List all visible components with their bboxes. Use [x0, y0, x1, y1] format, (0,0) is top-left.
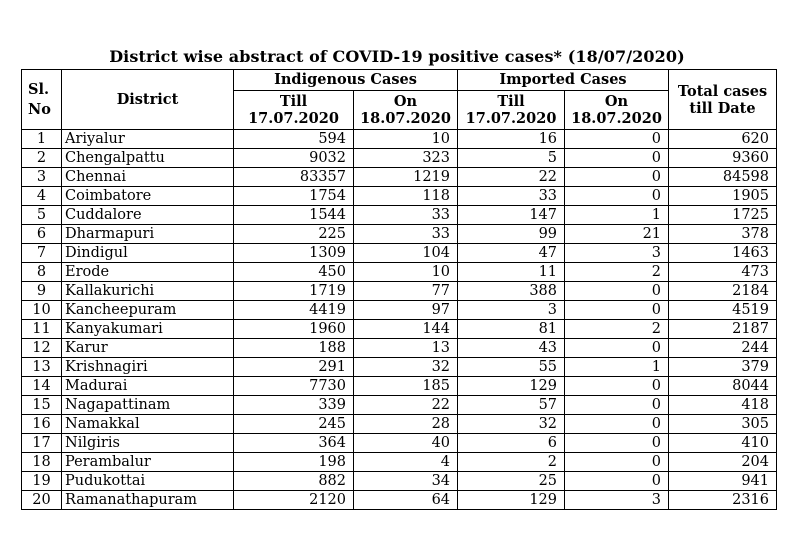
table-row — [22, 415, 777, 434]
page-title: District wise abstract of COVID-19 positive cases* (18/07/2020) — [109, 47, 685, 66]
cell-indigenous-till: 2120 — [234, 491, 354, 510]
cell-district: Krishnagiri — [62, 358, 234, 377]
cell-district: Chennai — [62, 168, 234, 187]
cell-total: 941 — [669, 472, 777, 491]
cell-imported-on: 0 — [565, 415, 669, 434]
cell-district: Ramanathapuram — [62, 491, 234, 510]
cell-total: 204 — [669, 453, 777, 472]
table-row — [22, 339, 777, 358]
cell-indigenous-till: 1309 — [234, 244, 354, 263]
cell-indigenous-on: 34 — [354, 472, 458, 491]
cell-indigenous-till: 1960 — [234, 320, 354, 339]
cell-indigenous-till: 198 — [234, 453, 354, 472]
cell-imported-on: 0 — [565, 377, 669, 396]
cell-district: Pudukottai — [62, 472, 234, 491]
cell-indigenous-till: 364 — [234, 434, 354, 453]
cell-indigenous-on: 33 — [354, 225, 458, 244]
cell-imported-on: 0 — [565, 396, 669, 415]
cell-imported-on: 0 — [565, 453, 669, 472]
cell-indigenous-on: 97 — [354, 301, 458, 320]
header-imported-till: Till 17.07.2020 — [458, 91, 565, 130]
cell-indigenous-on: 64 — [354, 491, 458, 510]
cell-sl-no: 7 — [22, 244, 62, 263]
cell-total: 410 — [669, 434, 777, 453]
cell-indigenous-on: 10 — [354, 263, 458, 282]
cell-district: Madurai — [62, 377, 234, 396]
cell-indigenous-till: 188 — [234, 339, 354, 358]
header-indigenous-till: Till 17.07.2020 — [234, 91, 354, 130]
cell-imported-on: 0 — [565, 434, 669, 453]
cell-district: Chengalpattu — [62, 149, 234, 168]
cell-district: Ariyalur — [62, 130, 234, 149]
cell-total: 2187 — [669, 320, 777, 339]
header-total-cases: Total cases till Date — [669, 70, 777, 130]
table-row — [22, 206, 777, 225]
table-row — [22, 187, 777, 206]
cell-sl-no: 4 — [22, 187, 62, 206]
table-row — [22, 130, 777, 149]
cell-sl-no: 10 — [22, 301, 62, 320]
cell-imported-till: 129 — [458, 377, 565, 396]
cell-indigenous-till: 1544 — [234, 206, 354, 225]
cell-indigenous-till: 882 — [234, 472, 354, 491]
cell-imported-on: 0 — [565, 149, 669, 168]
cell-imported-on: 2 — [565, 263, 669, 282]
cell-imported-on: 3 — [565, 244, 669, 263]
header-district: District — [62, 70, 234, 130]
table-body — [22, 130, 777, 510]
cell-imported-till: 2 — [458, 453, 565, 472]
cell-indigenous-till: 83357 — [234, 168, 354, 187]
cell-indigenous-on: 10 — [354, 130, 458, 149]
cell-indigenous-till: 4419 — [234, 301, 354, 320]
table-row — [22, 453, 777, 472]
cell-imported-on: 1 — [565, 206, 669, 225]
cell-total: 244 — [669, 339, 777, 358]
cell-indigenous-till: 225 — [234, 225, 354, 244]
cell-imported-on: 0 — [565, 168, 669, 187]
cell-sl-no: 12 — [22, 339, 62, 358]
cell-indigenous-on: 104 — [354, 244, 458, 263]
cell-district: Erode — [62, 263, 234, 282]
cell-district: Kanyakumari — [62, 320, 234, 339]
cell-district: Nagapattinam — [62, 396, 234, 415]
cell-sl-no: 5 — [22, 206, 62, 225]
cell-indigenous-till: 7730 — [234, 377, 354, 396]
cell-indigenous-till: 245 — [234, 415, 354, 434]
cell-imported-till: 81 — [458, 320, 565, 339]
cell-total: 1725 — [669, 206, 777, 225]
cell-sl-no: 16 — [22, 415, 62, 434]
table-row — [22, 244, 777, 263]
cell-indigenous-till: 594 — [234, 130, 354, 149]
cell-sl-no: 15 — [22, 396, 62, 415]
cell-imported-on: 0 — [565, 301, 669, 320]
table-row — [22, 396, 777, 415]
table-row — [22, 491, 777, 510]
cell-imported-till: 33 — [458, 187, 565, 206]
cell-sl-no: 18 — [22, 453, 62, 472]
table-row — [22, 434, 777, 453]
cell-imported-till: 57 — [458, 396, 565, 415]
cell-indigenous-on: 4 — [354, 453, 458, 472]
cell-indigenous-on: 32 — [354, 358, 458, 377]
cell-indigenous-on: 77 — [354, 282, 458, 301]
cell-indigenous-on: 40 — [354, 434, 458, 453]
table-row — [22, 472, 777, 491]
cell-total: 378 — [669, 225, 777, 244]
header-imported-on: On 18.07.2020 — [565, 91, 669, 130]
cell-sl-no: 9 — [22, 282, 62, 301]
cell-indigenous-on: 13 — [354, 339, 458, 358]
cell-total: 8044 — [669, 377, 777, 396]
table-row — [22, 168, 777, 187]
cell-imported-till: 16 — [458, 130, 565, 149]
cell-indigenous-on: 1219 — [354, 168, 458, 187]
cell-imported-on: 21 — [565, 225, 669, 244]
cell-sl-no: 2 — [22, 149, 62, 168]
cell-imported-till: 55 — [458, 358, 565, 377]
cell-imported-till: 22 — [458, 168, 565, 187]
cell-sl-no: 13 — [22, 358, 62, 377]
cell-total: 305 — [669, 415, 777, 434]
cell-indigenous-on: 22 — [354, 396, 458, 415]
cell-district: Cuddalore — [62, 206, 234, 225]
cell-imported-on: 0 — [565, 187, 669, 206]
cell-district: Dindigul — [62, 244, 234, 263]
cell-total: 418 — [669, 396, 777, 415]
cell-imported-till: 3 — [458, 301, 565, 320]
cell-imported-till: 147 — [458, 206, 565, 225]
cell-imported-till: 388 — [458, 282, 565, 301]
cell-imported-on: 0 — [565, 472, 669, 491]
cell-indigenous-till: 9032 — [234, 149, 354, 168]
cell-total: 620 — [669, 130, 777, 149]
cell-imported-on: 0 — [565, 130, 669, 149]
table-row — [22, 320, 777, 339]
cell-total: 9360 — [669, 149, 777, 168]
cell-indigenous-till: 291 — [234, 358, 354, 377]
cell-district: Dharmapuri — [62, 225, 234, 244]
cell-imported-till: 99 — [458, 225, 565, 244]
cell-indigenous-on: 185 — [354, 377, 458, 396]
header-sl-no: Sl. No — [22, 70, 62, 130]
cell-imported-till: 25 — [458, 472, 565, 491]
header-imported-cases: Imported Cases — [458, 70, 669, 91]
header-indigenous-on: On 18.07.2020 — [354, 91, 458, 130]
cell-indigenous-on: 144 — [354, 320, 458, 339]
cell-total: 379 — [669, 358, 777, 377]
table-row — [22, 358, 777, 377]
cell-imported-till: 47 — [458, 244, 565, 263]
cell-total: 2316 — [669, 491, 777, 510]
cell-indigenous-on: 33 — [354, 206, 458, 225]
cell-imported-on: 0 — [565, 339, 669, 358]
cell-imported-till: 129 — [458, 491, 565, 510]
cell-total: 473 — [669, 263, 777, 282]
cell-indigenous-till: 1754 — [234, 187, 354, 206]
cell-sl-no: 8 — [22, 263, 62, 282]
cell-indigenous-till: 450 — [234, 263, 354, 282]
cell-sl-no: 3 — [22, 168, 62, 187]
cell-imported-on: 3 — [565, 491, 669, 510]
table-row — [22, 282, 777, 301]
table-row — [22, 377, 777, 396]
cell-sl-no: 14 — [22, 377, 62, 396]
cell-indigenous-on: 323 — [354, 149, 458, 168]
cell-district: Kancheepuram — [62, 301, 234, 320]
cell-total: 1905 — [669, 187, 777, 206]
cell-sl-no: 11 — [22, 320, 62, 339]
cell-total: 2184 — [669, 282, 777, 301]
cell-total: 4519 — [669, 301, 777, 320]
cell-indigenous-on: 28 — [354, 415, 458, 434]
cell-sl-no: 17 — [22, 434, 62, 453]
header-indigenous-cases: Indigenous Cases — [234, 70, 458, 91]
cell-imported-till: 32 — [458, 415, 565, 434]
cell-sl-no: 20 — [22, 491, 62, 510]
cell-district: Perambalur — [62, 453, 234, 472]
table-row — [22, 263, 777, 282]
cell-district: Karur — [62, 339, 234, 358]
cell-imported-till: 43 — [458, 339, 565, 358]
cell-imported-on: 1 — [565, 358, 669, 377]
cell-imported-till: 5 — [458, 149, 565, 168]
cell-sl-no: 19 — [22, 472, 62, 491]
table-row — [22, 301, 777, 320]
cell-total: 84598 — [669, 168, 777, 187]
cell-imported-on: 0 — [565, 282, 669, 301]
cell-sl-no: 1 — [22, 130, 62, 149]
cell-indigenous-till: 1719 — [234, 282, 354, 301]
cell-district: Coimbatore — [62, 187, 234, 206]
cell-imported-till: 6 — [458, 434, 565, 453]
cell-district: Kallakurichi — [62, 282, 234, 301]
cell-district: Nilgiris — [62, 434, 234, 453]
cell-indigenous-till: 339 — [234, 396, 354, 415]
cell-imported-till: 11 — [458, 263, 565, 282]
cell-district: Namakkal — [62, 415, 234, 434]
cell-sl-no: 6 — [22, 225, 62, 244]
table-row — [22, 225, 777, 244]
covid-cases-table — [21, 69, 777, 510]
cell-total: 1463 — [669, 244, 777, 263]
table-row — [22, 149, 777, 168]
cell-indigenous-on: 118 — [354, 187, 458, 206]
cell-imported-on: 2 — [565, 320, 669, 339]
